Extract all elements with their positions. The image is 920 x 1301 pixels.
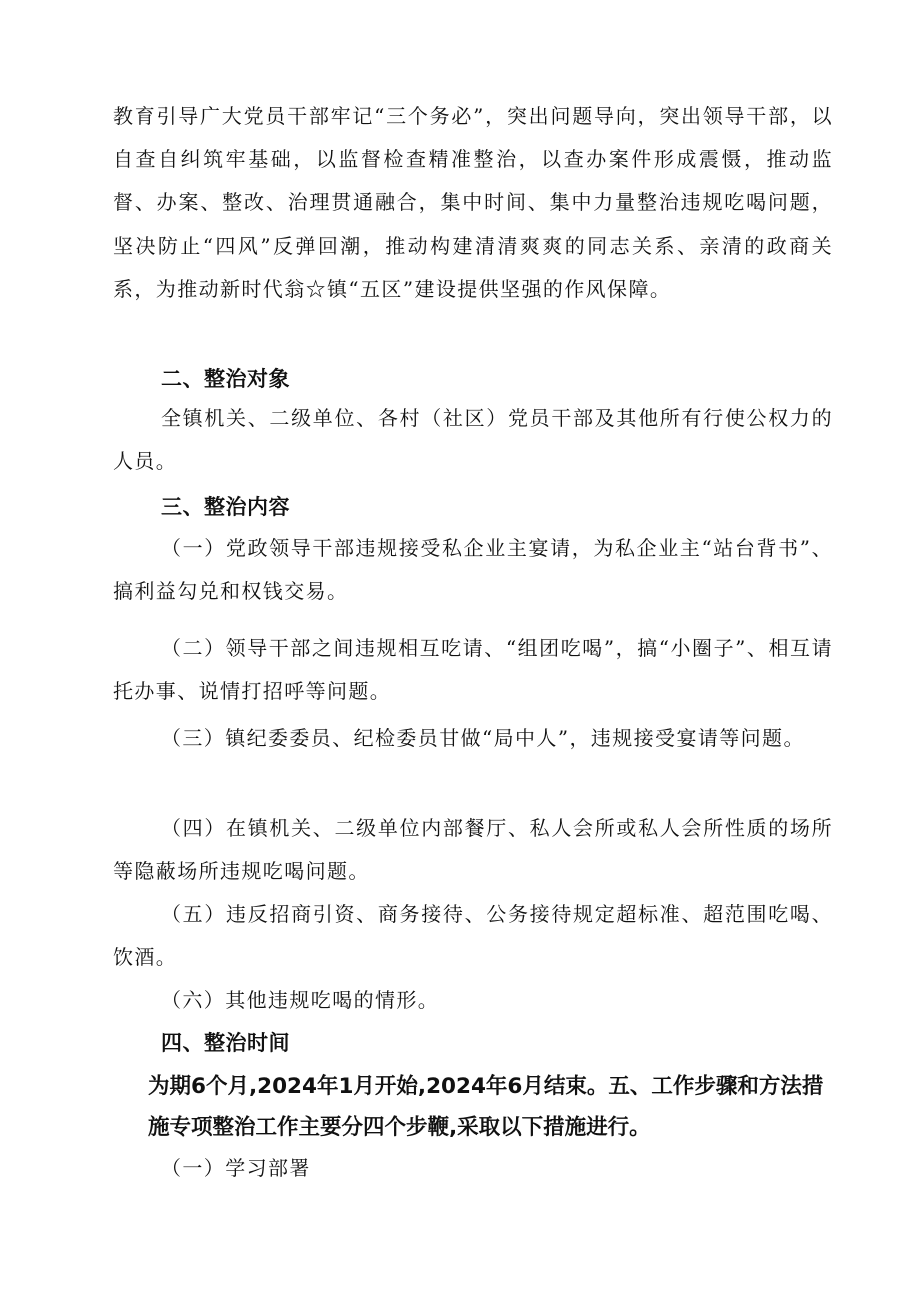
intro-paragraph: 教育引导广大党员干部牢记“三个务必”，突出问题导向，突出领导干部，以自查自纠筑牢基础，以监督检查精准整治，以查办案件形成震慑，推动监督、办案、整改、治理贯通融合，集中时间、集中力量整治违规吃喝问题，坚决防止“四风”反弹回潮，推动构建清清爽爽的同志关系、亲清的政商关系，为推动新时代翁☆镇“五区”建设提供坚强的作风保障。	[113, 104, 833, 301]
content-item-1: （一）党政领导干部违规接受私企业主宴请，为私企业主“站台背书”、搞利益勾兑和权钱交易。	[113, 536, 833, 604]
step-1-heading: （一）学习部署	[161, 1156, 311, 1180]
objects-paragraph: 全镇机关、二级单位、各村（社区）党员干部及其他所有行使公权力的人员。	[113, 406, 833, 474]
heading-timeline: 四、整治时间	[161, 1031, 290, 1055]
content-item-2: （二）领导干部之间违规相互吃请、“组团吃喝”，搞“小圈子”、相互请托办事、说情打招呼等问题。	[113, 636, 833, 704]
heading-objects: 二、整治对象	[161, 367, 290, 391]
content-item-5: （五）违反招商引资、商务接待、公务接待规定超标准、超范围吃喝、饮酒。	[113, 902, 833, 970]
timeline-paragraph: 为期6个月,2024年1月开始,2024年6月结束。五、工作步骤和方法措施专项整治工作主要分四个步鞭,采取以下措施进行。	[148, 1074, 824, 1140]
heading-content: 三、整治内容	[161, 495, 290, 519]
content-item-4: （四）在镇机关、二级单位内部餐厅、私人会所或私人会所性质的场所等隐蔽场所违规吃喝问题。	[113, 816, 833, 884]
content-item-6: （六）其他违规吃喝的情形。	[161, 988, 440, 1012]
content-item-3: （三）镇纪委委员、纪检委员甘做“局中人”，违规接受宴请等问题。	[161, 726, 805, 750]
